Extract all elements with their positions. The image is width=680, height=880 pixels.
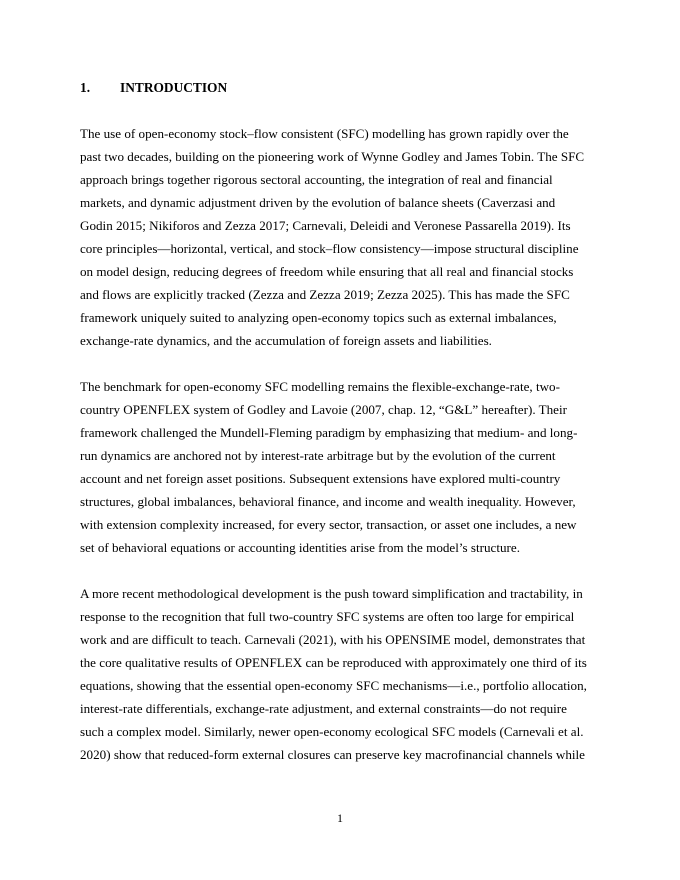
text-line: framework uniquely suited to analyzing open-economy topics such as external imbalances, (80, 310, 557, 325)
text-line: The benchmark for open-economy SFC modelling remains the flexible-exchange-rate, two- (80, 379, 560, 394)
paragraph-1 (80, 122, 600, 352)
text-line: work and are difficult to teach. Carnevali (2021), with his OPENSIME model, demonstrates that (80, 632, 586, 647)
text-line: markets, and dynamic adjustment driven by the evolution of balance sheets (Caverzasi and (80, 195, 556, 210)
text-line: set of behavioral equations or accounting identities arise from the model’s structure. (80, 540, 520, 555)
text-line: with extension complexity increased, for every sector, transaction, or asset one includes, a new (80, 517, 577, 532)
text-line: structures, global imbalances, behavioral finance, and income and wealth inequality. However, (80, 494, 576, 509)
text-line: 2020) show that reduced-form external closures can preserve key macrofinancial channels while (80, 747, 585, 762)
text-line: and flows are explicitly tracked (Zezza and Zezza 2019; Zezza 2025). This has made the SFC (80, 287, 570, 302)
section-title: INTRODUCTION (120, 80, 228, 95)
page-number: 1 (337, 811, 343, 825)
text-line: such a complex model. Similarly, newer open-economy ecological SFC models (Carnevali et al. (80, 724, 584, 739)
text-line: exchange-rate dynamics, and the accumulation of foreign assets and liabilities. (80, 333, 492, 348)
text-line: the core qualitative results of OPENFLEX can be reproduced with approximately one third of its (80, 655, 587, 670)
text-line: account and net foreign asset positions. Subsequent extensions have explored multi-country (80, 471, 561, 486)
text-line: interest-rate differentials, exchange-rate adjustment, and external constraints—do not require (80, 701, 567, 716)
text-line: run dynamics are anchored not by interest-rate arbitrage but by the evolution of the current (80, 448, 556, 463)
text-line: on model design, reducing degrees of freedom while ensuring that all real and financial stocks (80, 264, 574, 279)
text-line: past two decades, building on the pioneering work of Wynne Godley and James Tobin. The SFC (80, 149, 585, 164)
text-line: response to the recognition that full two-country SFC systems are often too large for empirical (80, 609, 575, 624)
text-line: core principles—horizontal, vertical, and stock–flow consistency—impose structural discipline (80, 241, 579, 256)
text-line: The use of open-economy stock–flow consistent (SFC) modelling has grown rapidly over the (80, 126, 569, 141)
text-line: A more recent methodological development is the push toward simplification and tractability, in (80, 586, 583, 601)
text-line: framework challenged the Mundell-Fleming paradigm by emphasizing that medium- and long- (80, 425, 578, 440)
section-number: 1. (80, 80, 91, 95)
paragraph-3 (80, 582, 600, 766)
text-line: approach brings together rigorous sectoral accounting, the integration of real and financial (80, 172, 553, 187)
text-line: Godin 2015; Nikiforos and Zezza 2017; Carnevali, Deleidi and Veronese Passarella 2019). Its (80, 218, 571, 233)
paragraph-2 (80, 375, 600, 559)
section-heading (80, 79, 227, 97)
text-line: equations, showing that the essential open-economy SFC mechanisms—i.e., portfolio allocation, (80, 678, 587, 693)
text-line: country OPENFLEX system of Godley and Lavoie (2007, chap. 12, “G&L” hereafter). Their (80, 402, 567, 417)
